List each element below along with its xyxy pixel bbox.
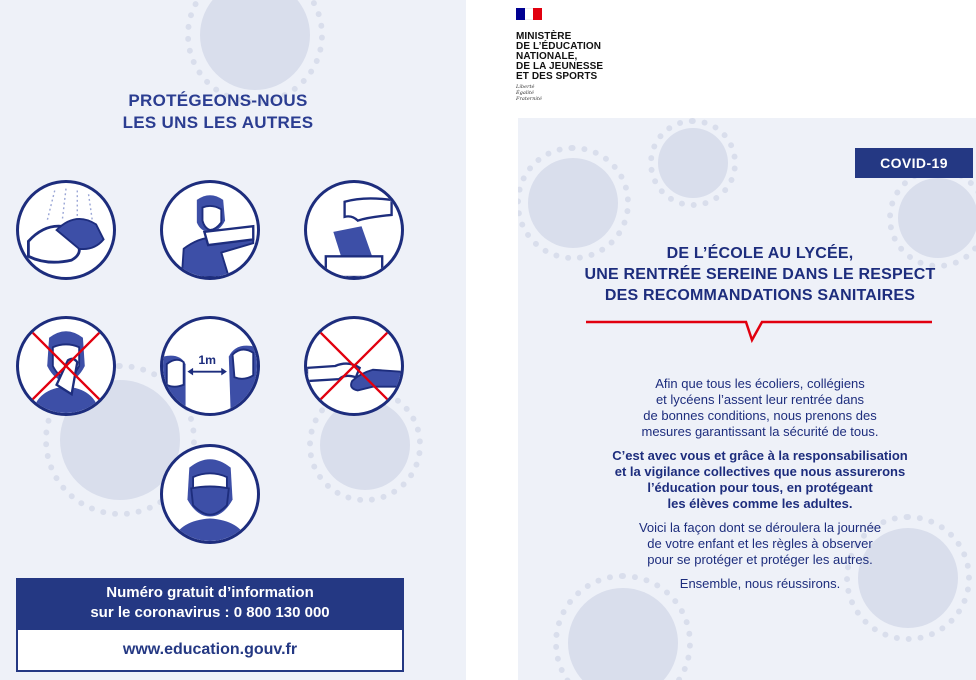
motto-line: Fraternité	[516, 96, 542, 102]
text-line: et la vigilance collectives que nous assurerons	[614, 464, 906, 479]
covid-badge: COVID-19	[855, 148, 973, 178]
virus-decoration-icon	[658, 128, 728, 198]
ministry-line: NATIONALE,	[516, 51, 578, 62]
paragraph-rules	[560, 520, 960, 568]
virus-decoration-icon	[568, 588, 678, 680]
cough-in-elbow-icon	[160, 180, 260, 280]
title-line: PROTÉGEONS-NOUS	[128, 91, 308, 110]
french-flag-icon	[516, 8, 542, 20]
paragraph-closing	[560, 576, 960, 592]
website-link[interactable]: www.education.gouv.fr	[16, 628, 404, 672]
hotline-line: sur le coronavirus : 0 800 130 000	[90, 604, 330, 621]
ministry-line: DE L’ÉDUCATION	[516, 41, 602, 52]
text-line: de votre enfant et les règles à observer	[647, 536, 873, 551]
virus-decoration-icon	[528, 158, 618, 248]
paragraph-intro	[560, 376, 960, 440]
motto-line: Liberté	[516, 84, 535, 90]
protect-title	[60, 90, 376, 134]
republic-motto	[516, 84, 542, 102]
ministry-name	[516, 32, 603, 82]
no-handshake-icon	[304, 316, 404, 416]
headline-line: UNE RENTRÉE SEREINE DANS LE RESPECT	[584, 266, 936, 283]
mask-icon	[160, 444, 260, 544]
text-line: pour se protéger et protéger les autres.	[647, 552, 873, 567]
no-face-touching-icon	[16, 316, 116, 416]
virus-decoration-icon	[200, 0, 310, 90]
ministry-line: DE LA JEUNESSE	[516, 61, 604, 72]
ministry-logo	[516, 8, 636, 108]
motto-line: Égalité	[516, 90, 534, 96]
distance-label: 1m	[198, 353, 217, 368]
text-line: Voici la façon dont se déroulera la journée	[638, 520, 882, 535]
headline-line: DES RECOMMANDATIONS SANITAIRES	[604, 287, 916, 304]
text-line: Ensemble, nous réussirons.	[679, 576, 841, 591]
text-line: et lycéens l’assent leur rentrée dans	[655, 392, 865, 407]
intro-text	[560, 376, 960, 600]
wash-hands-icon	[16, 180, 116, 280]
text-line: de bonnes conditions, nous prenons des	[643, 408, 877, 423]
text-line: les élèves comme les adultes.	[667, 496, 853, 511]
title-line: LES UNS LES AUTRES	[122, 113, 314, 132]
ministry-line: MINISTÈRE	[516, 31, 572, 42]
page-gutter	[466, 0, 518, 680]
text-line: mesures garantissant la sécurité de tous.	[641, 424, 879, 439]
ministry-line: ET DES SPORTS	[516, 71, 598, 82]
text-line: l’éducation pour tous, en protégeant	[647, 480, 873, 495]
text-line: C’est avec vous et grâce à la responsabilisation	[612, 448, 908, 463]
hotline-line: Numéro gratuit d’information	[106, 584, 314, 601]
speech-underline-icon	[586, 318, 932, 344]
headline	[548, 243, 972, 306]
headline-line: DE L’ÉCOLE AU LYCÉE,	[666, 245, 854, 262]
distance-icon	[160, 316, 260, 416]
text-line: Afin que tous les écoliers, collégiens	[655, 376, 865, 391]
tissue-icon	[304, 180, 404, 280]
hotline-box	[16, 578, 404, 628]
paragraph-commitment	[560, 448, 960, 512]
